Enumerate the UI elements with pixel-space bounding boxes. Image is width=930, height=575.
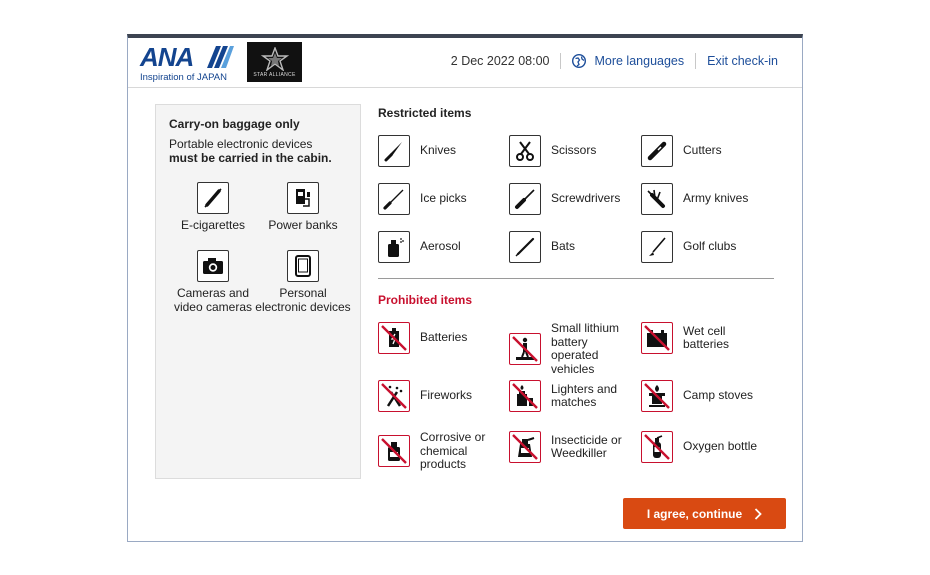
- carry-on-title: Carry-on baggage only: [169, 117, 300, 131]
- restricted-item: [641, 183, 748, 215]
- restricted-label: Aerosol: [420, 239, 461, 254]
- corrosive-prohibited-icon: [378, 435, 410, 467]
- carry-on-desc-line2: must be carried in the cabin.: [169, 151, 332, 165]
- restricted-label: Ice picks: [420, 191, 467, 206]
- prohibited-item: [509, 380, 629, 412]
- prohibited-label: Wet cell batteries: [683, 323, 730, 351]
- restricted-label: Golf clubs: [683, 239, 737, 254]
- camera-icon: [197, 250, 229, 282]
- restricted-label: Knives: [420, 143, 457, 158]
- ana-tagline: Inspiration of JAPAN: [140, 72, 227, 83]
- battery-prohibited-icon: [378, 322, 410, 354]
- chevron-right-icon: [754, 508, 762, 520]
- prohibited-label: Oxygen bottle: [683, 439, 758, 454]
- header-right: [451, 53, 778, 69]
- ana-stripes-icon: [206, 46, 234, 68]
- restricted-label: Screwdrivers: [551, 191, 621, 206]
- restricted-label: Army knives: [683, 191, 749, 206]
- prohibited-label: Small lithium battery operated vehicles: [551, 321, 620, 376]
- more-languages-link[interactable]: More languages: [594, 54, 685, 68]
- restricted-label: Scissors: [551, 143, 597, 158]
- device-item: [165, 182, 261, 232]
- header-separator: [560, 53, 561, 69]
- agree-continue-button[interactable]: [623, 498, 786, 529]
- device-item: [255, 250, 351, 314]
- exit-checkin-link[interactable]: Exit check-in: [707, 54, 778, 68]
- fireworks-prohibited-icon: [378, 380, 410, 412]
- prohibited-label: Batteries: [420, 330, 468, 345]
- device-label: Personal electronic devices: [255, 286, 351, 314]
- cutter-icon: [641, 135, 673, 167]
- prohibited-item: [641, 380, 753, 412]
- scissors-icon: [509, 135, 541, 167]
- prohibited-item: [509, 431, 633, 463]
- insecticide-prohibited-icon: [509, 431, 541, 463]
- prohibited-label: Camp stoves: [683, 388, 754, 403]
- bat-icon: [509, 231, 541, 263]
- golf-club-icon: [641, 231, 673, 263]
- globe-icon: [572, 54, 586, 68]
- prohibited-label: Insecticide or Weedkiller: [551, 432, 622, 460]
- aerosol-icon: [378, 231, 410, 263]
- ana-logo: [140, 44, 227, 83]
- device-label: E-cigarettes: [180, 218, 246, 232]
- prohibited-label: Lighters and matches: [551, 381, 618, 409]
- header-separator: [695, 53, 696, 69]
- device-label: Power banks: [268, 218, 338, 232]
- carry-on-desc-line1: Portable electronic devices: [169, 137, 313, 151]
- restricted-label: Bats: [551, 239, 576, 254]
- screwdriver-icon: [509, 183, 541, 215]
- prohibited-item: [378, 431, 500, 472]
- restricted-item: [378, 231, 461, 263]
- restricted-label: Cutters: [683, 143, 722, 158]
- prohibited-title: Prohibited items: [378, 293, 473, 307]
- ana-logo-text: ANA: [140, 42, 194, 72]
- restricted-item: [509, 231, 575, 263]
- restricted-item: [378, 183, 467, 215]
- carry-on-description: [169, 137, 332, 165]
- restricted-title: Restricted items: [378, 106, 472, 120]
- army-knife-icon: [641, 183, 673, 215]
- restricted-item: [378, 135, 456, 167]
- header: [128, 38, 802, 88]
- star-alliance-icon: [260, 47, 290, 71]
- ice-pick-icon: [378, 183, 410, 215]
- knife-icon: [378, 135, 410, 167]
- restricted-item: [641, 135, 722, 167]
- star-alliance-logo: [247, 42, 302, 82]
- prohibited-item: [509, 322, 631, 376]
- device-label: Cameras and video cameras: [173, 286, 253, 314]
- agree-continue-label: I agree, continue: [646, 506, 743, 521]
- lighter-prohibited-icon: [509, 380, 541, 412]
- wet-cell-battery-prohibited-icon: [641, 322, 673, 354]
- e-cigarette-icon: [197, 182, 229, 214]
- camp-stove-prohibited-icon: [641, 380, 673, 412]
- restricted-item: [509, 183, 620, 215]
- section-divider: [378, 278, 774, 279]
- carry-on-panel: [155, 104, 361, 479]
- device-item: [255, 182, 351, 232]
- prohibited-item: [641, 322, 753, 354]
- device-item: [165, 250, 261, 314]
- prohibited-label: Fireworks: [420, 388, 473, 403]
- prohibited-item: [378, 380, 472, 412]
- restricted-item: [641, 231, 736, 263]
- prohibited-item: [378, 322, 467, 354]
- power-bank-icon: [287, 182, 319, 214]
- tablet-icon: [287, 250, 319, 282]
- hoverboard-prohibited-icon: [509, 333, 541, 365]
- oxygen-bottle-prohibited-icon: [641, 431, 673, 463]
- prohibited-item: [641, 431, 757, 463]
- star-alliance-text: STAR ALLIANCE: [253, 71, 296, 78]
- restricted-item: [509, 135, 596, 167]
- checkin-frame: [127, 34, 803, 542]
- prohibited-label: Corrosive or chemical products: [420, 430, 486, 471]
- datetime-text: 2 Dec 2022 08:00: [450, 54, 550, 68]
